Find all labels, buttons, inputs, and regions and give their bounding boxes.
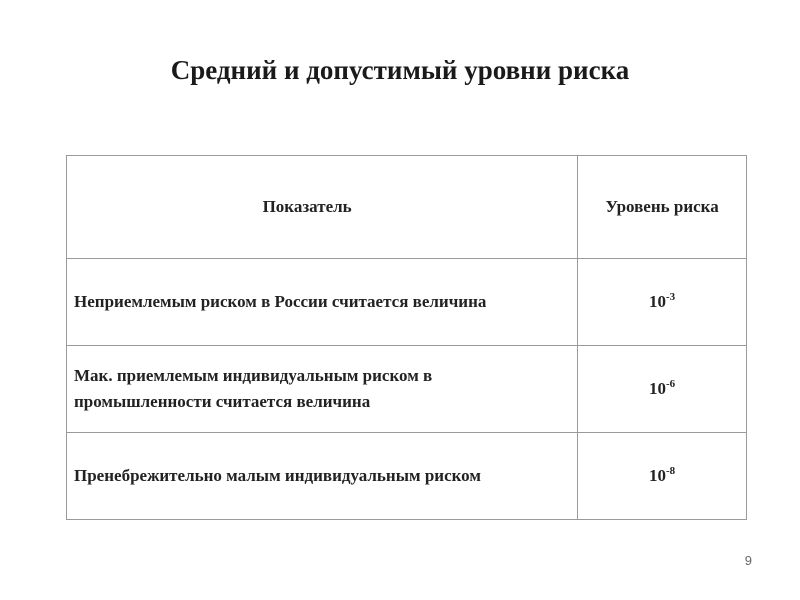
table-header-row bbox=[67, 156, 747, 259]
risk-level-cell bbox=[578, 259, 747, 346]
indicator-cell: Неприемлемым риском в России считается величина bbox=[67, 259, 578, 346]
table-row bbox=[67, 433, 747, 520]
risk-level-exponent: -6 bbox=[666, 378, 676, 390]
header-indicator: Показатель bbox=[67, 156, 578, 259]
risk-level-base: 10 bbox=[649, 292, 667, 311]
slide-page-number: 9 bbox=[744, 553, 752, 568]
indicator-cell: Мак. приемлемым индивидуальным риском в промышленности считается величина bbox=[67, 346, 578, 433]
risk-level-base: 10 bbox=[649, 379, 667, 398]
risk-level-cell bbox=[578, 346, 747, 433]
risk-level-exponent: -3 bbox=[666, 291, 676, 303]
header-risk-level: Уровень риска bbox=[578, 156, 747, 259]
indicator-cell: Пренебрежительно малым индивидуальным риском bbox=[67, 433, 578, 520]
risk-level-base: 10 bbox=[649, 466, 667, 485]
risk-level-cell bbox=[578, 433, 747, 520]
risk-level-table bbox=[66, 155, 747, 520]
slide-title: Средний и допустимый уровни риска bbox=[170, 55, 630, 85]
risk-level-exponent: -8 bbox=[666, 465, 676, 477]
table-row bbox=[67, 346, 747, 433]
table-row bbox=[67, 259, 747, 346]
